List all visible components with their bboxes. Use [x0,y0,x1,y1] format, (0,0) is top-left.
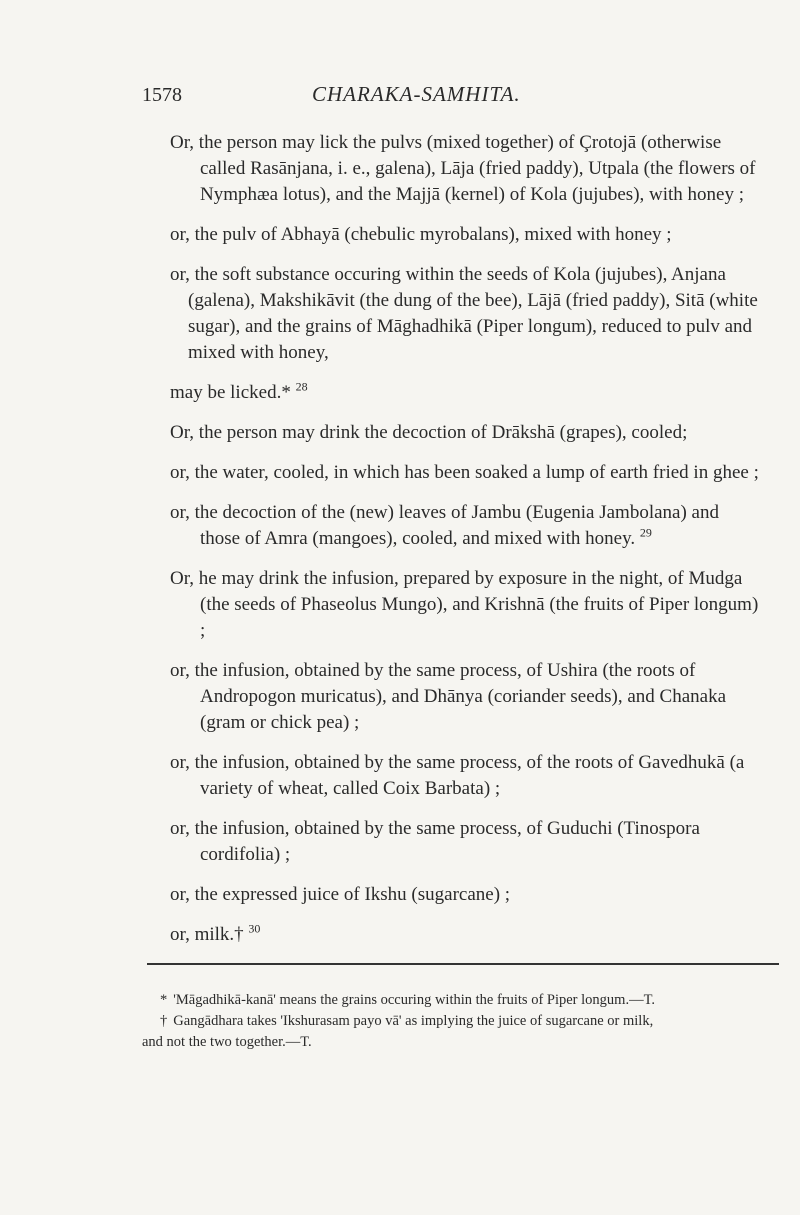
paragraph-4-text: may be licked.* [170,382,291,403]
footnote-2-continued: and not the two together.—T. [142,1034,312,1050]
paragraph-9: or, the infusion, obtained by the same process, of Ushira (the roots of Andropogon muricatus), and Dhānya (coriander seeds), and Chanaka (gram or chick pea) ; [170,660,727,733]
main-text [170,130,760,962]
verse-number-28: 28 [295,379,308,394]
paragraph-8: Or, he may drink the infusion, prepared by exposure in the night, of Mudga (the seeds of Phaseolus Mungo), and Krishnā (the fruits of Piper longum) ; [170,568,759,641]
paragraph-4 [170,380,760,406]
paragraph-2: or, the pulv of Abhayā (chebulic myrobalans), mixed with honey ; [170,224,672,245]
verse-number-30: 30 [248,921,261,936]
footnote-2-mark: † [160,1013,168,1029]
paragraph-1: Or, the person may lick the pulvs (mixed together) of Çrotojā (otherwise called Rasānjana, i. e., galena), Lāja (fried paddy), Utpala (the flowers of Nymphæa lotus), and the Majjā (kernel) of Kola (jujubes), with honey ; [170,132,756,205]
paragraph-12: or, the expressed juice of Ikshu (sugarcane) ; [170,884,511,905]
paragraph-6: or, the water, cooled, in which has been soaked a lump of earth fried in ghee ; [170,462,759,483]
paragraph-7-text: or, the decoction of the (new) leaves of Jambu (Eugenia Jambolana) and those of Amra (mangoes), cooled, and mixed with honey. [170,502,719,549]
page-number: 1578 [142,84,182,106]
footnote-1-mark: * [160,992,168,1008]
footnote-1 [142,990,782,1011]
paragraph-5: Or, the person may drink the decoction of Drākshā (grapes), cooled; [170,422,688,443]
footnote-1-text: 'Māgadhikā-kanā' means the grains occuring within the fruits of Piper longum.—T. [173,992,655,1008]
paragraph-13 [170,922,760,948]
footnote-2 [142,1011,782,1032]
paragraph-11: or, the infusion, obtained by the same process, of Guduchi (Tinospora cordifolia) ; [170,818,700,865]
verse-number-29: 29 [639,525,652,540]
paragraph-7 [170,500,760,552]
paragraph-3: or, the soft substance occuring within the seeds of Kola (jujubes), Anjana (galena), Makshikāvit (the dung of the bee), Lājā (fried paddy), Sitā (white sugar), and the grains of Māghadhikā (Piper longum), reduced to pulv and mixed with honey, [170,264,758,363]
footnote-divider [147,963,779,965]
footnote-2-text: Gangādhara takes 'Ikshurasam payo vā' as implying the juice of sugarcane or milk, [173,1013,654,1029]
running-title: CHARAKA-SAMHITA. [312,82,521,106]
paragraph-10: or, the infusion, obtained by the same process, of the roots of Gavedhukā (a variety of wheat, called Coix Barbata) ; [170,752,745,799]
footnotes [142,990,782,1053]
paragraph-13-text: or, milk.† [170,924,244,945]
